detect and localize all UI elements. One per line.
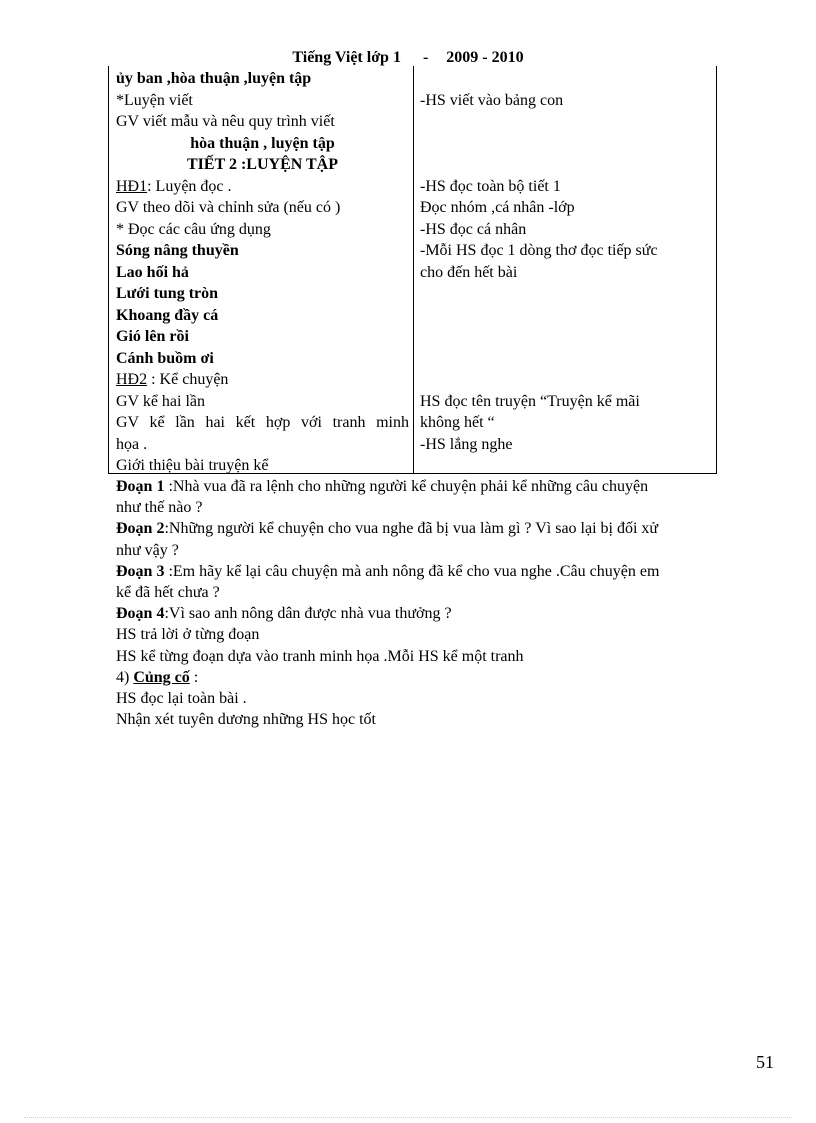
heading-label: Củng cố: [133, 668, 190, 686]
table-row: -HS lắng nghe: [420, 435, 513, 453]
table-row: [420, 326, 716, 348]
table-row: GV kể lần hai kết hợp với tranh minh: [116, 414, 409, 431]
poem-line: Gió lên rồi: [116, 328, 189, 345]
student-column: [420, 68, 716, 455]
paragraph-line: HS đọc lại toàn bài .: [116, 689, 247, 707]
table-row: Đọc nhóm ,cá nhân -lớp: [420, 199, 575, 216]
table-row: [420, 111, 716, 133]
paragraph-line: Đoạn 2:Những người kể chuyện cho vua nghe đã bị vua làm gì ? Vì sao lại bị đối xử: [116, 520, 659, 538]
paragraph-line: kể đã hết chưa ?: [116, 583, 220, 601]
table-row: hòa thuận , luyện tập: [190, 134, 335, 152]
poem-line: Cánh buồm ơi: [116, 349, 214, 367]
table-row: * Đọc các câu ứng dụng: [116, 220, 271, 238]
table-row: không hết “: [420, 414, 495, 431]
table-row: cho đến hết bài: [420, 263, 518, 281]
table-row: HĐ2 : Kể chuyện: [116, 371, 229, 388]
paragraph-line: Đoạn 1 :Nhà vua đã ra lệnh cho những người kể chuyện phải kể những câu chuyện: [116, 478, 649, 495]
table-row: GV viết mẫu và nêu quy trình viết: [116, 113, 335, 130]
lesson-table: [108, 66, 717, 474]
table-row: [420, 305, 716, 327]
table-row: GV kể hai lần: [116, 392, 206, 410]
table-row: -HS đọc toàn bộ tiết 1: [420, 177, 561, 195]
paragraph-line: Đoạn 3 :Em hãy kể lại câu chuyện mà anh nông đã kể cho vua nghe .Câu chuyện em: [116, 562, 660, 580]
section-heading: 4) Củng cố :: [116, 668, 199, 686]
table-divider: [413, 66, 414, 473]
story-questions: [116, 476, 776, 730]
activity-label: HĐ2: [116, 371, 148, 388]
poem-line: Lao hối hả: [116, 263, 189, 281]
page-number: 51: [756, 1052, 774, 1072]
page-bottom-rule: [24, 1117, 792, 1118]
table-row: -HS viết vào bảng con: [420, 91, 564, 109]
teacher-column: [116, 68, 409, 477]
table-row: -Mỗi HS đọc 1 dòng thơ đọc tiếp sức: [420, 242, 658, 259]
table-row: [420, 348, 716, 370]
table-row: HĐ1: Luyện đọc .: [116, 177, 232, 195]
paragraph-line: như vậy ?: [116, 541, 179, 559]
table-row: [420, 369, 716, 391]
table-row: [420, 68, 716, 90]
paragraph-label: Đoạn 2: [116, 520, 165, 538]
paragraph-label: Đoạn 1: [116, 478, 165, 495]
table-row: [420, 154, 716, 176]
paragraph-line: Đoạn 4:Vì sao anh nông dân được nhà vua thưởng ?: [116, 605, 452, 623]
poem-line: Khoang đầy cá: [116, 306, 219, 324]
paragraph-label: Đoạn 3: [116, 562, 165, 580]
activity-label: HĐ1: [116, 177, 148, 195]
table-row: [420, 133, 716, 155]
paragraph-label: Đoạn 4: [116, 605, 165, 623]
header-subject: Tiếng Việt lớp 1: [292, 49, 401, 66]
poem-line: Lưới tung tròn: [116, 285, 219, 302]
table-row: Giới thiệu bài truyện kể: [116, 457, 269, 474]
table-row: *Luyện viết: [116, 91, 193, 109]
table-row: -HS đọc cá nhân: [420, 220, 527, 238]
table-row: [420, 283, 716, 305]
table-row: ủy ban ,hòa thuận ,luyện tập: [116, 70, 312, 87]
paragraph-line: HS kể từng đoạn dựa vào tranh minh họa .Mỗi HS kể một tranh: [116, 647, 524, 665]
section-title: TIẾT 2 :LUYỆN TẬP: [187, 156, 338, 173]
page-header: [0, 48, 816, 68]
paragraph-line: như thế nào ?: [116, 499, 203, 517]
table-row: họa .: [116, 435, 148, 453]
paragraph-line: Nhận xét tuyên dương những HS học tốt: [116, 711, 376, 729]
paragraph-line: HS trả lời ở từng đoạn: [116, 626, 260, 644]
poem-line: Sóng nâng thuyền: [116, 242, 239, 259]
table-row: GV theo dõi và chỉnh sửa (nếu có ): [116, 199, 341, 216]
header-year: 2009 - 2010: [446, 49, 524, 66]
header-dash: -: [422, 49, 429, 66]
table-row: HS đọc tên truyện “Truyện kể mãi: [420, 392, 640, 410]
